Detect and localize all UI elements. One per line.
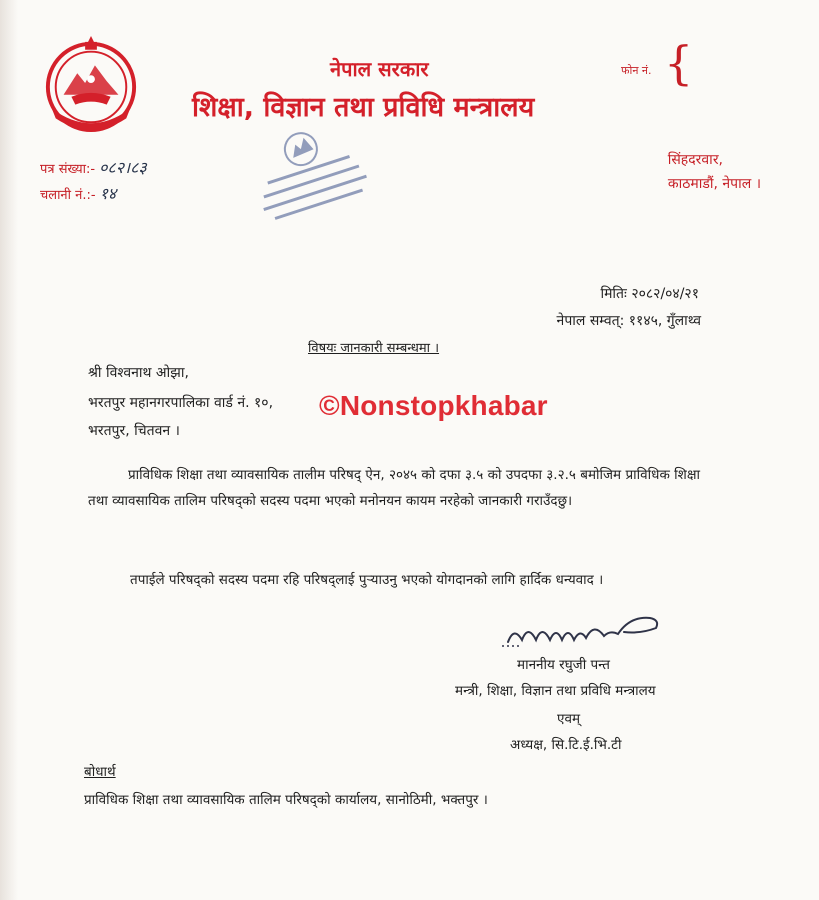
signatory-title: मन्त्री, शिक्षा, विज्ञान तथा प्रविधि मन्त्रालय (455, 683, 656, 699)
signatory-conjunction: एवम् (557, 711, 581, 727)
watermark-text: ©Nonstopkhabar (319, 390, 548, 421)
ministry-stamp-icon (236, 118, 381, 224)
cc-label: बोधार्थ (84, 764, 116, 780)
body-paragraph-1: प्राविधिक शिक्षा तथा व्यावसायिक तालीम परिषद् ऐन, २०४५ को दफा ३.५ को उपदफा ३.२.५ बमोजिम प्राविधिक शिक्षा तथा व्यावसायिक तालिम परिषद्को सदस्य पदमा भएको मनोनयन कायम नरहेको जानकारी गराउँदछु। (88, 467, 700, 509)
recipient-address-1: भरतपुर महानगरपालिका वार्ड नं. १०, (88, 395, 274, 411)
body-paragraph-2: तपाईले परिषद्को सदस्य पदमा रहि परिषद्लाई पुर्‍याउनु भएको योगदानको लागि हार्दिक धन्यवाद । (130, 572, 604, 588)
signature-icon (500, 610, 670, 652)
signatory-chair-title: अध्यक्ष, सि.टि.ई.भि.टी (510, 737, 622, 753)
letter-number-row (40, 156, 147, 178)
nepal-era-date: नेपाल सम्वत्: ११४५, गुँलाथ्व (556, 313, 701, 329)
cc-recipient: प्राविधिक शिक्षा तथा व्यावसायिक तालिम परिषद्को कार्यालय, सानोठिमी, भक्तपुर । (84, 792, 488, 808)
ministry-name: शिक्षा, विज्ञान तथा प्रविधि मन्त्रालय (192, 92, 535, 123)
nepal-emblem-icon (42, 36, 140, 134)
letter-number-value: ०८२।८३ (99, 158, 147, 177)
phone-label: फोन नं. (621, 64, 652, 77)
recipient-address-2: भरतपुर, चितवन । (88, 423, 180, 439)
paper-edge-shadow (0, 0, 18, 900)
phone-brace: { (664, 36, 694, 90)
date-line: मितिः २०८२/०४/२१ (600, 286, 699, 302)
dispatch-number-row (40, 182, 116, 204)
address-line-2: काठमाडौं, नेपाल । (667, 176, 761, 192)
signatory-name: माननीय रघुजी पन्त (517, 657, 610, 673)
recipient-name: श्री विश्वनाथ ओझा, (88, 365, 189, 381)
dispatch-number-value: १४ (99, 184, 117, 203)
subject-line: विषयः जानकारी सम्बन्धमा । (308, 341, 440, 356)
address-line-1: सिंहदरवार, (667, 152, 723, 168)
dispatch-number-label: चलानी नं.:- (40, 188, 96, 203)
government-name: नेपाल सरकार (330, 57, 429, 81)
letter-number-label: पत्र संख्या:- (40, 162, 96, 177)
